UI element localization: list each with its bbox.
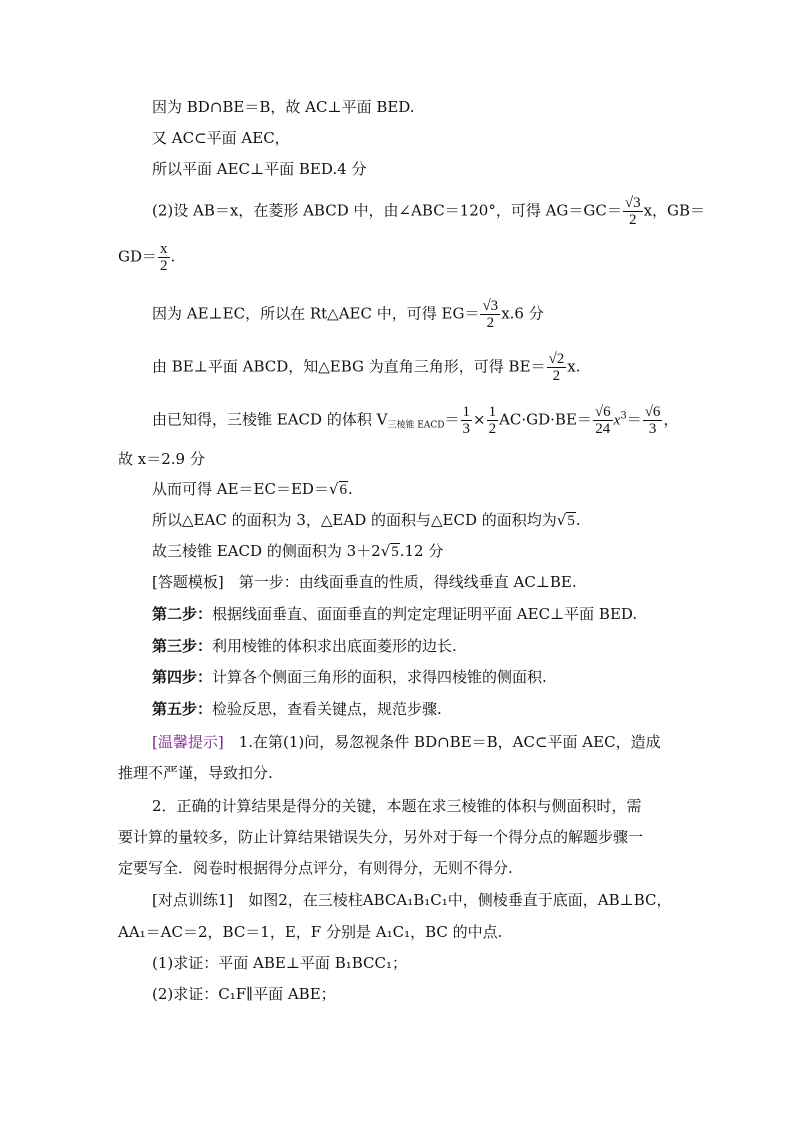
text-line (152, 351, 581, 384)
step-heading: 第五步： (152, 700, 213, 718)
text-seg: x (613, 412, 621, 429)
fraction (461, 404, 473, 437)
fraction (643, 404, 663, 437)
text-line: 故 x＝2.9 分 (118, 450, 205, 468)
text-line: [对点训练1] 如图2，在三棱柱ABCA₁B₁C₁中，侧棱垂直于底面，AB⊥BC， (152, 891, 672, 909)
denominator: 2 (628, 212, 637, 228)
text-seg: . (348, 480, 353, 498)
text-seg: AC·GD·BE＝ (499, 410, 592, 429)
text-seg: 1.在第(1)问，易忽视条件 BD∩BE＝B，AC⊂平面 AEC，造成 (223, 733, 661, 751)
text-line (118, 241, 175, 274)
fraction (487, 404, 499, 437)
sqrt: √5 (556, 511, 575, 529)
fraction (623, 195, 643, 228)
text-seg: 检验反思，查看关键点，规范步骤. (212, 700, 442, 718)
text-line (152, 195, 705, 228)
text-line (152, 732, 661, 752)
numerator: √6 (644, 404, 661, 420)
text-line (152, 604, 637, 624)
fraction (593, 404, 613, 437)
text-line: 所以平面 AEC⊥平面 BED.4 分 (152, 160, 367, 178)
step-heading: 第二步： (152, 605, 213, 623)
numerator: √2 (548, 351, 565, 367)
text-line (152, 541, 443, 562)
sqrt: √6 (328, 480, 348, 498)
text-line: (1)求证：平面 ABE⊥平面 B₁BCC₁； (152, 954, 408, 972)
text-seg: x.6 分 (501, 304, 544, 323)
text-seg: 利用棱锥的体积求出底面菱形的边长. (212, 637, 457, 655)
numerator: √3 (482, 298, 499, 314)
sqrt: √5 (380, 542, 399, 560)
text-line: 因为 BD∩BE＝B，故 AC⊥平面 BED. (152, 98, 415, 116)
text-line: 又 AC⊂平面 AEC， (152, 129, 290, 147)
text-seg: × (473, 410, 486, 429)
text-seg: . (575, 511, 581, 529)
text-line (152, 572, 577, 592)
text-line: 定要写全．阅卷时根据得分点评分，有则得分，无则不得分. (118, 859, 513, 877)
denominator: 24 (595, 421, 611, 437)
text-seg: x，GB＝ (643, 201, 706, 220)
text-seg: 根据线面垂直、面面垂直的判定定理证明平面 AEC⊥平面 BED. (212, 605, 638, 623)
text-seg: .12 分 (399, 542, 444, 560)
numerator: 1 (462, 404, 470, 420)
fraction (547, 351, 567, 384)
radicand: 5 (567, 513, 575, 529)
text-seg: . (170, 247, 176, 266)
denominator: 2 (552, 368, 561, 384)
text-seg: (2)设 AB＝x，在菱形 ABCD 中，由∠ABC＝120°，可得 AG＝GC＝ (152, 201, 622, 220)
text-seg: 第一步：由线面垂直的性质，得线线垂直 AC⊥BE. (223, 573, 577, 591)
text-line (152, 699, 442, 719)
text-line (152, 298, 544, 331)
text-line (152, 404, 678, 437)
text-line: AA₁＝AC＝2，BC＝1，E，F 分别是 A₁C₁，BC 的中点. (118, 923, 503, 941)
fraction (480, 298, 500, 331)
step-heading: 第四步： (152, 668, 213, 686)
subscript: 三棱锥 EACD (387, 420, 445, 431)
text-seg: ， (663, 410, 679, 429)
text-line: 推理不严谨，导致扣分. (118, 764, 273, 782)
denominator: 2 (488, 421, 497, 437)
text-seg: 所以△EAC 的面积为 3，△EAD 的面积与△ECD 的面积均为 (152, 511, 557, 529)
text-seg: ＝ (626, 410, 642, 429)
numerator: 1 (488, 404, 497, 420)
text-line: 2．正确的计算结果是得分的关键，本题在求三棱锥的体积与侧面积时，需 (152, 797, 642, 815)
text-line (152, 510, 581, 531)
denominator: 3 (462, 421, 470, 437)
tip-tag: [温馨提示] (152, 733, 224, 751)
radicand: 6 (339, 482, 348, 498)
text-seg: ＝ (444, 410, 460, 429)
fraction (158, 241, 170, 274)
text-seg: 计算各个侧面三角形的面积，求得四棱锥的侧面积. (212, 668, 547, 686)
numerator: √3 (624, 195, 641, 211)
text-seg: 从而可得 AE＝EC＝ED＝ (152, 480, 329, 498)
template-tag: [答题模板] (152, 573, 224, 591)
superscript: 3 (620, 410, 627, 422)
text-seg: 由已知得，三棱锥 EACD 的体积 V (152, 410, 388, 429)
text-line: (2)求证：C₁F∥平面 ABE； (152, 985, 336, 1003)
step-heading: 第三步： (152, 637, 213, 655)
denominator: 2 (486, 315, 495, 331)
text-line (152, 667, 547, 687)
text-seg: 由 BE⊥平面 ABCD，知△EBG 为直角三角形，可得 BE＝ (152, 357, 546, 376)
denominator: 2 (160, 258, 168, 274)
numerator: √6 (594, 404, 611, 420)
text-line: 要计算的量较多，防止计算结果错误失分，另外对于每一个得分点的解题步骤一 (118, 828, 644, 846)
radicand: 5 (391, 544, 399, 560)
text-seg: GD＝ (118, 247, 158, 266)
text-seg: 故三棱锥 EACD 的侧面积为 3＋2 (152, 542, 381, 560)
text-seg: 因为 AE⊥EC，所以在 Rt△AEC 中，可得 EG＝ (152, 304, 480, 323)
numerator: x (160, 241, 168, 257)
text-line (152, 479, 353, 500)
text-line (152, 636, 457, 656)
text-seg: x. (567, 357, 581, 376)
denominator: 3 (648, 421, 657, 437)
